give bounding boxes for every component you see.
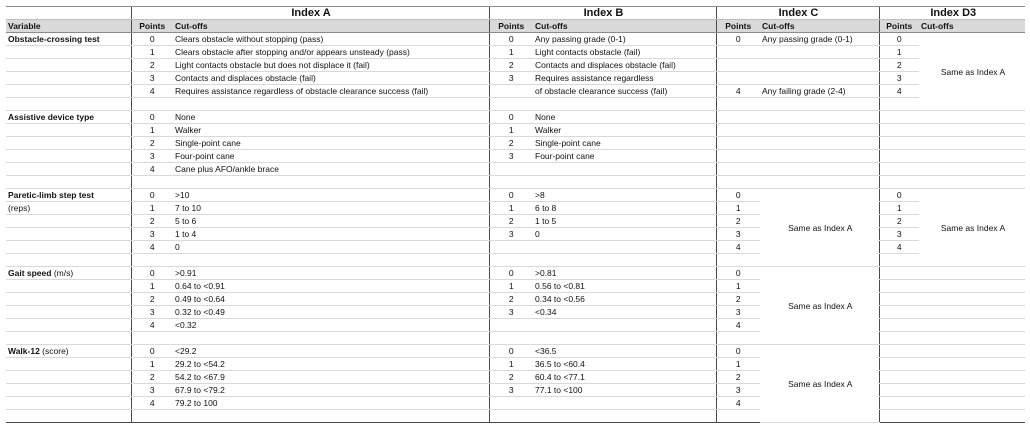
table-row [6,124,1025,137]
index-d3-points [879,111,919,124]
index-b-points: 3 [489,306,533,319]
variable-cell [6,410,131,423]
index-a-points: 4 [131,241,173,254]
index-c-points: 0 [716,345,760,358]
index-a-cutoff: <0.32 [173,319,489,332]
index-b-cutoff: Four-point cane [533,150,716,163]
cutoffs-header-a: Cut-offs [173,20,489,33]
index-a-points: 2 [131,293,173,306]
variable-cell [6,124,131,137]
table-row [6,163,1025,176]
index-c-points [716,137,760,150]
variable-header: Variable [6,20,131,33]
index-a-points: 2 [131,137,173,150]
index-a-cutoff: 29.2 to <54.2 [173,358,489,371]
variable-name-gait [6,267,131,280]
index-b-cutoff: Contacts and displaces obstacle (fail) [533,59,716,72]
table-row [6,33,1025,46]
variable-cell [6,332,131,345]
index-d3-cutoff [919,267,1025,280]
variable-cell [6,46,131,59]
table-body [6,7,1025,423]
index-b-cutoff [533,241,716,254]
index-a-cutoff: None [173,111,489,124]
index-d3-points [879,410,919,423]
index-b-points: 2 [489,293,533,306]
variable-cell [6,228,131,241]
index-c-same-as-a: Same as Index A [760,189,879,267]
index-c-cutoff: Any failing grade (2-4) [760,85,879,98]
variable-cell [6,215,131,228]
index-d3-points [879,319,919,332]
index-b-cutoff: 36.5 to <60.4 [533,358,716,371]
index-b-cutoff: <36.5 [533,345,716,358]
index-a-points: 0 [131,111,173,124]
index-d3-points [879,137,919,150]
index-c-points: 0 [716,189,760,202]
variable-cell [6,137,131,150]
index-b-points: 1 [489,46,533,59]
index-a-cutoff: Requires assistance regardless of obstacle clearance success (fail) [173,85,489,98]
index-d3-cutoff [919,293,1025,306]
index-b-points: 3 [489,384,533,397]
index-a-points [131,254,173,267]
index-d3-cutoff [919,410,1025,423]
variable-label: Assistive device type [8,112,94,122]
index-c-same-as-a: Same as Index A [760,345,879,423]
index-d3-points: 0 [879,33,919,46]
index-d3-same-as-a: Same as Index A [919,189,1025,267]
index-d3-points: 3 [879,72,919,85]
index-b-points: 2 [489,371,533,384]
cutoff-table [6,6,1025,423]
index-d3-points [879,124,919,137]
index-b-title: Index B [489,7,716,20]
index-d3-cutoff [919,124,1025,137]
table-row [6,267,1025,280]
index-c-points [716,332,760,345]
variable-name-walk [6,345,131,358]
index-d3-points [879,358,919,371]
index-a-cutoff: Four-point cane [173,150,489,163]
index-d3-cutoff [919,306,1025,319]
index-b-cutoff [533,332,716,345]
index-a-cutoff: 7 to 10 [173,202,489,215]
index-d3-points [879,397,919,410]
index-d3-points [879,293,919,306]
index-c-cutoff: Any passing grade (0-1) [760,33,879,46]
index-d3-cutoff [919,371,1025,384]
index-b-points: 1 [489,202,533,215]
index-d3-points [879,176,919,189]
index-a-points: 0 [131,345,173,358]
index-c-points [716,72,760,85]
variable-cell [6,384,131,397]
index-c-cutoff [760,98,879,111]
variable-cell [6,72,131,85]
table-row [6,345,1025,358]
index-b-cutoff: Any passing grade (0-1) [533,33,716,46]
index-b-points: 1 [489,124,533,137]
variable-cell [6,163,131,176]
index-d3-cutoff [919,397,1025,410]
index-c-points: 4 [716,241,760,254]
index-a-points: 0 [131,189,173,202]
variable-label: Gait speed [8,268,52,278]
index-a-cutoff: 67.9 to <79.2 [173,384,489,397]
index-b-points: 0 [489,267,533,280]
index-a-cutoff [173,254,489,267]
index-b-cutoff: Requires assistance regardless [533,72,716,85]
index-d3-cutoff [919,358,1025,371]
index-a-points [131,410,173,423]
index-b-points: 1 [489,280,533,293]
index-a-cutoff: <29.2 [173,345,489,358]
variable-cell [6,280,131,293]
index-d3-points [879,332,919,345]
table-row [6,98,1025,111]
index-c-points: 0 [716,33,760,46]
index-b-points [489,319,533,332]
variable-cell [6,306,131,319]
index-b-points: 1 [489,358,533,371]
variable-label: Paretic-limb step test [8,190,94,200]
index-c-points: 2 [716,293,760,306]
variable-unit: (score) [39,346,69,356]
variable-cell [6,371,131,384]
table-row [6,72,1025,85]
index-c-points [716,59,760,72]
index-d3-cutoff [919,319,1025,332]
variable-cell [6,254,131,267]
index-a-cutoff: 0.64 to <0.91 [173,280,489,293]
index-a-cutoff: Clears obstacle without stopping (pass) [173,33,489,46]
index-d3-cutoff [919,384,1025,397]
index-c-points: 4 [716,319,760,332]
index-a-points [131,98,173,111]
index-a-cutoff [173,176,489,189]
index-c-points: 2 [716,371,760,384]
index-b-cutoff: >0.81 [533,267,716,280]
variable-name-obstacle [6,33,131,46]
index-b-points [489,176,533,189]
index-d3-same-as-a: Same as Index A [919,33,1025,111]
index-a-cutoff: Light contacts obstacle but does not displace it (fail) [173,59,489,72]
column-header-row [6,20,1025,33]
variable-cell [6,358,131,371]
index-b-cutoff: 0.56 to <0.81 [533,280,716,293]
index-b-cutoff: 6 to 8 [533,202,716,215]
index-b-cutoff: 77.1 to <100 [533,384,716,397]
index-b-cutoff: of obstacle clearance success (fail) [533,85,716,98]
index-c-points: 1 [716,358,760,371]
index-c-points [716,163,760,176]
table-row [6,189,1025,202]
index-d3-points [879,280,919,293]
table-row [6,176,1025,189]
index-b-points [489,397,533,410]
index-c-title: Index C [716,7,879,20]
index-a-points: 1 [131,358,173,371]
index-d3-points [879,254,919,267]
index-a-cutoff: Single-point cane [173,137,489,150]
index-d3-points: 4 [879,85,919,98]
index-title-row [6,7,1025,20]
index-c-cutoff [760,46,879,59]
index-a-points: 2 [131,371,173,384]
blank-corner [6,7,131,20]
index-b-points: 2 [489,137,533,150]
index-b-cutoff: 0 [533,228,716,241]
index-b-cutoff: Walker [533,124,716,137]
index-b-points [489,85,533,98]
index-d3-points [879,384,919,397]
index-d3-cutoff [919,345,1025,358]
index-c-cutoff [760,59,879,72]
index-d3-points: 3 [879,228,919,241]
index-c-same-as-a: Same as Index A [760,267,879,345]
index-b-cutoff: Single-point cane [533,137,716,150]
index-a-cutoff: >10 [173,189,489,202]
index-c-points: 1 [716,280,760,293]
variable-label: Obstacle-crossing test [8,34,100,44]
index-a-points: 1 [131,46,173,59]
cutoffs-header-b: Cut-offs [533,20,716,33]
index-c-points [716,254,760,267]
variable-cell [6,319,131,332]
index-a-points: 1 [131,280,173,293]
index-d3-points: 1 [879,202,919,215]
index-a-cutoff: 1 to 4 [173,228,489,241]
index-a-points: 2 [131,215,173,228]
index-a-points: 0 [131,267,173,280]
index-d3-cutoff [919,280,1025,293]
index-a-points: 3 [131,150,173,163]
index-c-points: 2 [716,215,760,228]
index-d3-cutoff [919,332,1025,345]
index-b-points: 0 [489,189,533,202]
index-b-cutoff [533,397,716,410]
index-c-cutoff [760,72,879,85]
index-b-cutoff [533,163,716,176]
index-b-points: 3 [489,72,533,85]
index-a-points: 3 [131,306,173,319]
variable-name-paretic [6,189,131,202]
index-c-points: 3 [716,384,760,397]
index-b-points [489,332,533,345]
index-b-cutoff: 1 to 5 [533,215,716,228]
cutoffs-header-c: Cut-offs [760,20,879,33]
index-d3-points: 4 [879,241,919,254]
cutoffs-header-d3: Cut-offs [919,20,1025,33]
index-a-cutoff: Clears obstacle after stopping and/or appears unsteady (pass) [173,46,489,59]
variable-cell [6,241,131,254]
index-a-points: 4 [131,319,173,332]
index-c-cutoff [760,176,879,189]
table-row [6,85,1025,98]
index-b-cutoff [533,410,716,423]
table-row [6,111,1025,124]
index-c-points [716,410,760,423]
variable-unit: (m/s) [51,268,74,278]
index-b-cutoff [533,319,716,332]
index-a-cutoff: 79.2 to 100 [173,397,489,410]
index-a-points: 2 [131,59,173,72]
index-a-cutoff: Contacts and displaces obstacle (fail) [173,72,489,85]
index-c-points: 3 [716,306,760,319]
index-c-cutoff [760,124,879,137]
index-c-points [716,124,760,137]
index-a-cutoff: 54.2 to <67.9 [173,371,489,384]
index-a-cutoff: 0.49 to <0.64 [173,293,489,306]
index-b-cutoff: None [533,111,716,124]
index-a-points: 3 [131,384,173,397]
index-a-points [131,176,173,189]
index-c-points: 4 [716,397,760,410]
index-a-points: 4 [131,163,173,176]
index-b-points: 3 [489,150,533,163]
table-row [6,46,1025,59]
index-c-cutoff [760,111,879,124]
variable-cell [6,85,131,98]
index-b-cutoff: 0.34 to <0.56 [533,293,716,306]
index-c-cutoff [760,150,879,163]
variable-cell [6,98,131,111]
index-b-points [489,163,533,176]
index-b-points [489,254,533,267]
variable-cell [6,293,131,306]
index-a-points [131,332,173,345]
index-d3-points [879,267,919,280]
index-a-cutoff: Cane plus AFO/ankle brace [173,163,489,176]
index-c-points [716,150,760,163]
points-header-b: Points [489,20,533,33]
table-row [6,59,1025,72]
index-d3-cutoff [919,137,1025,150]
index-b-points [489,410,533,423]
index-b-cutoff: Light contacts obstacle (fail) [533,46,716,59]
index-a-points: 1 [131,124,173,137]
index-a-cutoff: 5 to 6 [173,215,489,228]
index-b-cutoff [533,254,716,267]
index-d3-points [879,150,919,163]
index-d3-points: 0 [879,189,919,202]
points-header-d3: Points [879,20,919,33]
index-c-points [716,111,760,124]
index-c-cutoff [760,163,879,176]
index-c-points [716,46,760,59]
index-b-cutoff: 60.4 to <77.1 [533,371,716,384]
index-c-points: 4 [716,85,760,98]
index-b-cutoff: <0.34 [533,306,716,319]
index-d3-points: 2 [879,59,919,72]
variable-cell [6,59,131,72]
variable-cell [6,397,131,410]
index-b-cutoff [533,176,716,189]
index-b-points: 2 [489,59,533,72]
index-a-cutoff: >0.91 [173,267,489,280]
index-b-cutoff: >8 [533,189,716,202]
variable-label: Walk-12 [8,346,40,356]
index-b-points: 2 [489,215,533,228]
variable-name-device [6,111,131,124]
index-d3-title: Index D3 [879,7,1025,20]
index-b-points: 0 [489,111,533,124]
index-c-points [716,98,760,111]
index-d3-points [879,345,919,358]
index-a-title: Index A [131,7,489,20]
index-a-cutoff [173,410,489,423]
index-b-cutoff [533,98,716,111]
points-header-a: Points [131,20,173,33]
index-b-points [489,98,533,111]
index-b-points: 0 [489,345,533,358]
index-d3-cutoff [919,163,1025,176]
index-c-points: 0 [716,267,760,280]
index-a-points: 4 [131,397,173,410]
index-a-cutoff: 0.32 to <0.49 [173,306,489,319]
index-d3-points: 2 [879,215,919,228]
index-a-cutoff [173,332,489,345]
index-c-cutoff [760,137,879,150]
variable-unit-paretic: (reps) [6,202,131,215]
index-d3-points [879,98,919,111]
index-c-points [716,176,760,189]
index-d3-points [879,163,919,176]
index-a-points: 4 [131,85,173,98]
index-c-points: 3 [716,228,760,241]
index-d3-points [879,306,919,319]
index-c-points: 1 [716,202,760,215]
index-d3-cutoff [919,150,1025,163]
index-a-points: 1 [131,202,173,215]
index-a-points: 0 [131,33,173,46]
table-row [6,137,1025,150]
index-b-points [489,241,533,254]
variable-cell [6,176,131,189]
index-a-cutoff: 0 [173,241,489,254]
points-header-c: Points [716,20,760,33]
index-b-points: 3 [489,228,533,241]
index-a-cutoff: Walker [173,124,489,137]
index-d3-cutoff [919,176,1025,189]
index-a-points: 3 [131,228,173,241]
index-b-points: 0 [489,33,533,46]
table-row [6,150,1025,163]
index-a-cutoff [173,98,489,111]
index-a-points: 3 [131,72,173,85]
index-d3-cutoff [919,111,1025,124]
index-d3-points: 1 [879,46,919,59]
index-d3-points [879,371,919,384]
variable-cell [6,150,131,163]
